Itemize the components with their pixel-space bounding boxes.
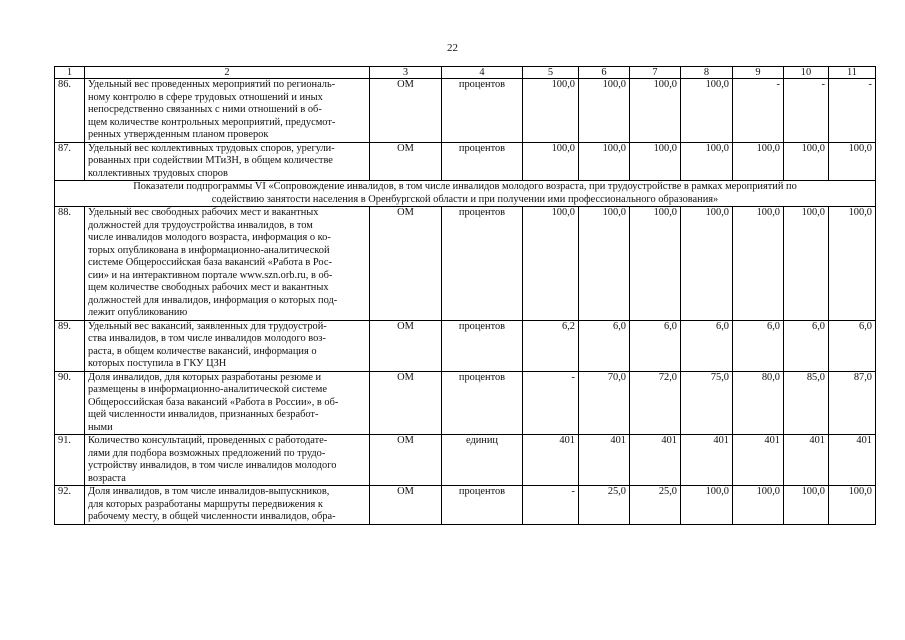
indicators-table [54,66,876,525]
indicator-text-line: раста, в общем количестве вакансий, информация о [88,345,317,357]
value-cell: 100,0 [681,207,733,321]
indicator-text-line: должностей для инвалидов, информация о которых под- [88,294,338,306]
indicator-text-line: торых опубликована в информационно-аналитической [88,244,330,256]
value-cell: - [523,486,579,525]
indicator-text-line: Удельный вес коллективных трудовых споров, урегули- [88,142,335,154]
value-cell: 401 [630,435,681,486]
indicator-text-line: Количество консультаций, проведенных с работодате- [88,435,328,446]
value-cell: - [784,79,829,143]
value-cell: 401 [681,435,733,486]
row-number: 89. [55,320,85,371]
indicator-text-line: ному контролю в сфере трудовых отношений и иных [88,91,323,103]
indicator-type: ОМ [370,142,442,181]
indicator-text-line: Удельный вес проведенных мероприятий по региональ- [88,79,336,90]
unit-cell: процентов [442,486,523,525]
indicator-text-line: Доля инвалидов, в том числе инвалидов-выпускников, [88,486,330,497]
value-cell: 100,0 [681,79,733,143]
indicator-text-line: лями для подбора возможных предложений по трудо- [88,447,326,459]
indicator-text-line: рабочему месту, в общей численности инвалидов, обра- [88,511,336,522]
indicator-text-line: устройству инвалидов, в том числе инвалидов молодого [88,460,337,471]
column-header: 1 [55,67,85,79]
value-cell: 100,0 [630,79,681,143]
indicator-text-line: Доля инвалидов, для которых разработаны резюме и [88,371,322,383]
value-cell: 100,0 [784,486,829,525]
indicator-text-line: должностей для трудоустройства инвалидов, в том [88,219,313,231]
table-row [55,371,876,435]
indicator-type: ОМ [370,207,442,321]
value-cell: 100,0 [733,486,784,525]
column-header: 7 [630,67,681,79]
indicator-text-line: для которых разработаны маршруты передвижения к [88,498,323,510]
column-header: 3 [370,67,442,79]
indicator-type: ОМ [370,320,442,371]
indicator-type: ОМ [370,371,442,435]
indicator-text-line: щем количестве контрольных мероприятий, предусмот- [88,116,336,128]
value-cell: 401 [829,435,876,486]
section-header-row [55,181,876,207]
value-cell: 25,0 [630,486,681,525]
column-header-row [55,67,876,79]
unit-cell: процентов [442,371,523,435]
value-cell: 6,0 [829,320,876,371]
indicator-text-line: Удельный вес вакансий, заявленных для трудоустрой- [88,320,327,332]
indicator-type: ОМ [370,79,442,143]
value-cell: 100,0 [630,142,681,181]
indicator-text [85,142,370,181]
indicator-text-line: сии» и на интерактивном портале www.szn.orb.ru, в об- [88,269,333,281]
value-cell: 100,0 [784,207,829,321]
indicator-text-line: ренных утвержденным планом проверок [88,129,269,140]
value-cell: - [523,371,579,435]
unit-cell: процентов [442,79,523,143]
column-header: 11 [829,67,876,79]
indicator-text-line: возраста [88,472,126,484]
value-cell: 100,0 [733,207,784,321]
table-row [55,142,876,181]
value-cell: 85,0 [784,371,829,435]
indicator-text [85,320,370,371]
value-cell: 100,0 [523,142,579,181]
indicator-text-line: коллективных трудовых споров [88,167,228,179]
indicator-text-line: Общероссийская база вакансий «Работа в России», в об- [88,396,339,408]
value-cell: 6,0 [579,320,630,371]
row-number: 87. [55,142,85,181]
section-header-line-2: содействию занятости населения в Оренбургской области и при получении ими профессионального образования» [211,193,719,205]
value-cell: 70,0 [579,371,630,435]
indicator-text-line: непосредственно связанных с ними отношений в об- [88,104,322,115]
indicator-text [85,79,370,143]
value-cell: - [733,79,784,143]
value-cell: 401 [784,435,829,486]
value-cell: 6,0 [784,320,829,371]
indicator-text [85,486,370,525]
value-cell: 100,0 [733,142,784,181]
value-cell: 100,0 [630,207,681,321]
value-cell: 72,0 [630,371,681,435]
row-number: 90. [55,371,85,435]
column-header: 5 [523,67,579,79]
value-cell: 100,0 [681,486,733,525]
column-header: 4 [442,67,523,79]
page-number: 22 [447,42,458,54]
value-cell: 100,0 [579,207,630,321]
indicator-text-line: щей численности инвалидов, признанных безработ- [88,409,319,420]
indicator-text-line: ства инвалидов, в том числе инвалидов молодого воз- [88,333,326,344]
unit-cell: единиц [442,435,523,486]
indicator-text-line: ными [88,421,113,433]
indicator-text-line: рованных при содействии МТиЗН, в общем количестве [88,155,333,166]
table-row [55,79,876,143]
indicator-text-line: которых поступила в ГКУ ЦЗН [88,358,227,369]
unit-cell: процентов [442,142,523,181]
row-number: 92. [55,486,85,525]
value-cell: 100,0 [829,142,876,181]
value-cell: 25,0 [579,486,630,525]
indicator-text-line: размещены в информационно-аналитической системе [88,384,327,395]
value-cell: 6,2 [523,320,579,371]
value-cell: 75,0 [681,371,733,435]
indicator-text-line: системе Общероссийская база вакансий «Работа в Рос- [88,257,332,268]
indicator-text-line: числе инвалидов молодого возраста, информация о ко- [88,232,331,243]
value-cell: 401 [579,435,630,486]
value-cell: 80,0 [733,371,784,435]
value-cell: 100,0 [523,207,579,321]
column-header: 6 [579,67,630,79]
value-cell: 100,0 [523,79,579,143]
indicator-text [85,371,370,435]
section-header-line-1: Показатели подпрограммы VI «Сопровождение инвалидов, в том числе инвалидов молодого возраста, при трудоустройстве в рамках мероприятий по [133,181,797,192]
value-cell: 6,0 [733,320,784,371]
value-cell: - [829,79,876,143]
column-header: 2 [85,67,370,79]
column-header: 8 [681,67,733,79]
row-number: 91. [55,435,85,486]
section-header [55,181,876,207]
column-header: 10 [784,67,829,79]
value-cell: 100,0 [829,207,876,321]
indicator-type: ОМ [370,486,442,525]
value-cell: 100,0 [829,486,876,525]
indicator-text-line: щем количестве свободных рабочих мест и вакантных [88,282,329,293]
value-cell: 6,0 [681,320,733,371]
value-cell: 87,0 [829,371,876,435]
value-cell: 401 [523,435,579,486]
indicator-text-line: лежит опубликованию [88,307,188,318]
value-cell: 100,0 [579,79,630,143]
table-row [55,320,876,371]
value-cell: 100,0 [579,142,630,181]
indicator-type: ОМ [370,435,442,486]
unit-cell: процентов [442,207,523,321]
value-cell: 401 [733,435,784,486]
table-row [55,435,876,486]
indicator-text [85,435,370,486]
value-cell: 100,0 [681,142,733,181]
indicator-text [85,207,370,321]
table-row [55,207,876,321]
row-number: 88. [55,207,85,321]
table-row [55,486,876,525]
indicator-text-line: Удельный вес свободных рабочих мест и вакантных [88,207,319,218]
value-cell: 100,0 [784,142,829,181]
column-header: 9 [733,67,784,79]
row-number: 86. [55,79,85,143]
value-cell: 6,0 [630,320,681,371]
unit-cell: процентов [442,320,523,371]
